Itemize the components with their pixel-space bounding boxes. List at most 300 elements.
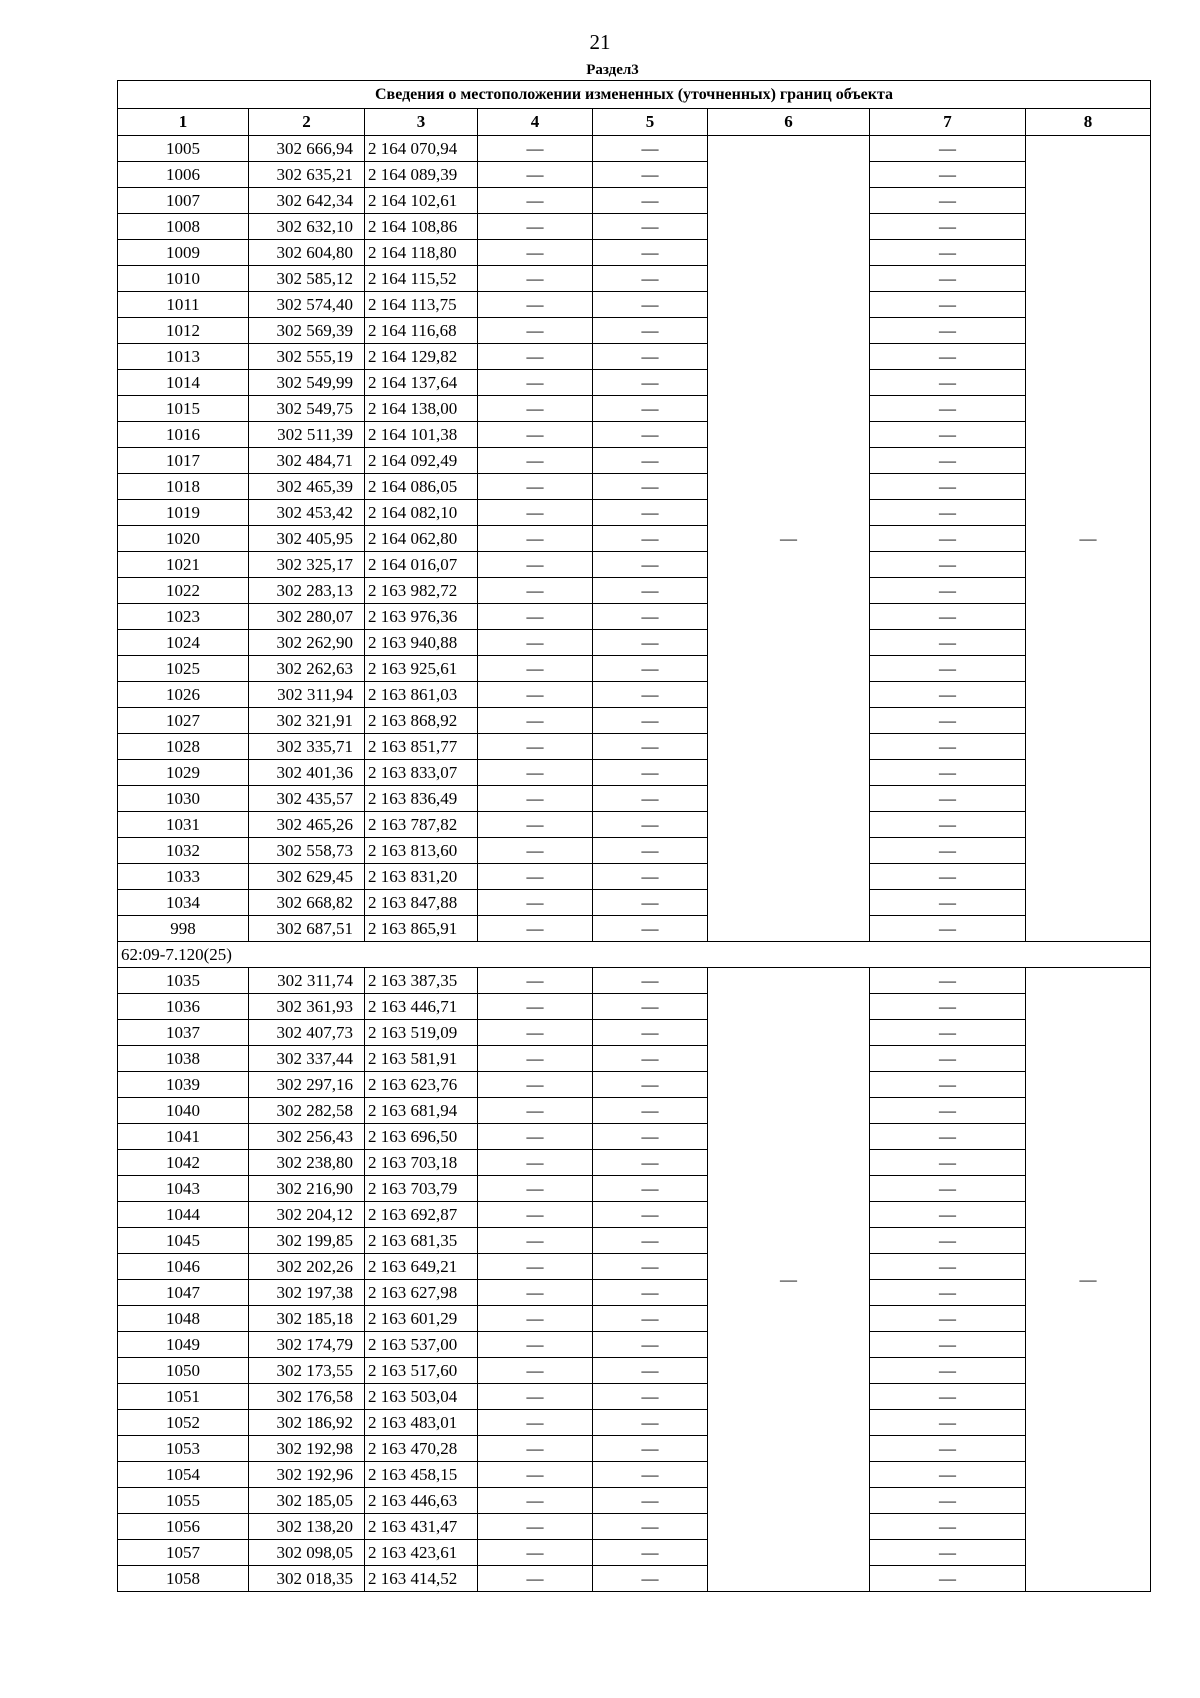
x-coordinate: 302 202,26 bbox=[249, 1254, 365, 1280]
empty-dash-cell: — bbox=[593, 1098, 708, 1124]
empty-dash-cell: — bbox=[870, 968, 1026, 994]
empty-dash-cell: — bbox=[478, 682, 593, 708]
x-coordinate: 302 604,80 bbox=[249, 240, 365, 266]
y-coordinate: 2 164 089,39 bbox=[365, 162, 478, 188]
point-number: 1027 bbox=[118, 708, 249, 734]
x-coordinate: 302 558,73 bbox=[249, 838, 365, 864]
empty-dash-cell: — bbox=[593, 786, 708, 812]
empty-dash-cell: — bbox=[478, 1046, 593, 1072]
empty-dash-cell: — bbox=[478, 1098, 593, 1124]
table-row bbox=[118, 604, 1151, 630]
empty-dash-cell: — bbox=[478, 292, 593, 318]
y-coordinate: 2 163 519,09 bbox=[365, 1020, 478, 1046]
empty-dash-cell: — bbox=[478, 890, 593, 916]
empty-dash-cell: — bbox=[870, 812, 1026, 838]
empty-dash-cell: — bbox=[478, 864, 593, 890]
table-row bbox=[118, 136, 1151, 162]
point-number: 1029 bbox=[118, 760, 249, 786]
empty-dash-cell: — bbox=[593, 1332, 708, 1358]
empty-dash-cell: — bbox=[593, 1540, 708, 1566]
point-number: 1016 bbox=[118, 422, 249, 448]
empty-dash-cell: — bbox=[593, 1254, 708, 1280]
point-number: 1052 bbox=[118, 1410, 249, 1436]
empty-dash-cell: — bbox=[593, 1462, 708, 1488]
x-coordinate: 302 629,45 bbox=[249, 864, 365, 890]
empty-dash-cell: — bbox=[870, 214, 1026, 240]
x-coordinate: 302 204,12 bbox=[249, 1202, 365, 1228]
empty-dash-cell: — bbox=[870, 1228, 1026, 1254]
y-coordinate: 2 163 470,28 bbox=[365, 1436, 478, 1462]
point-number: 1057 bbox=[118, 1540, 249, 1566]
point-number: 1048 bbox=[118, 1306, 249, 1332]
point-number: 1051 bbox=[118, 1384, 249, 1410]
point-number: 1019 bbox=[118, 500, 249, 526]
empty-dash-cell: — bbox=[870, 1254, 1026, 1280]
empty-dash-cell: — bbox=[870, 162, 1026, 188]
empty-dash-cell: — bbox=[478, 448, 593, 474]
table-row bbox=[118, 1306, 1151, 1332]
x-coordinate: 302 465,39 bbox=[249, 474, 365, 500]
empty-dash-cell: — bbox=[870, 396, 1026, 422]
point-number: 1049 bbox=[118, 1332, 249, 1358]
point-number: 1055 bbox=[118, 1488, 249, 1514]
x-coordinate: 302 407,73 bbox=[249, 1020, 365, 1046]
x-coordinate: 302 185,05 bbox=[249, 1488, 365, 1514]
y-coordinate: 2 163 581,91 bbox=[365, 1046, 478, 1072]
y-coordinate: 2 163 787,82 bbox=[365, 812, 478, 838]
y-coordinate: 2 163 833,07 bbox=[365, 760, 478, 786]
x-coordinate: 302 632,10 bbox=[249, 214, 365, 240]
table-row bbox=[118, 448, 1151, 474]
x-coordinate: 302 325,17 bbox=[249, 552, 365, 578]
y-coordinate: 2 163 446,63 bbox=[365, 1488, 478, 1514]
table-row bbox=[118, 1332, 1151, 1358]
empty-dash-cell: — bbox=[870, 708, 1026, 734]
merged-dash-cell: — bbox=[1026, 968, 1151, 1592]
x-coordinate: 302 585,12 bbox=[249, 266, 365, 292]
x-coordinate: 302 337,44 bbox=[249, 1046, 365, 1072]
x-coordinate: 302 199,85 bbox=[249, 1228, 365, 1254]
y-coordinate: 2 164 101,38 bbox=[365, 422, 478, 448]
empty-dash-cell: — bbox=[870, 578, 1026, 604]
y-coordinate: 2 163 925,61 bbox=[365, 656, 478, 682]
empty-dash-cell: — bbox=[478, 526, 593, 552]
point-number: 1040 bbox=[118, 1098, 249, 1124]
table-row bbox=[118, 630, 1151, 656]
page-number: 21 bbox=[589, 30, 611, 54]
y-coordinate: 2 164 016,07 bbox=[365, 552, 478, 578]
x-coordinate: 302 262,63 bbox=[249, 656, 365, 682]
y-coordinate: 2 163 940,88 bbox=[365, 630, 478, 656]
x-coordinate: 302 297,16 bbox=[249, 1072, 365, 1098]
point-number: 1042 bbox=[118, 1150, 249, 1176]
empty-dash-cell: — bbox=[870, 656, 1026, 682]
y-coordinate: 2 163 696,50 bbox=[365, 1124, 478, 1150]
empty-dash-cell: — bbox=[478, 1410, 593, 1436]
empty-dash-cell: — bbox=[593, 682, 708, 708]
table-row bbox=[118, 968, 1151, 994]
table-row bbox=[118, 734, 1151, 760]
y-coordinate: 2 163 681,35 bbox=[365, 1228, 478, 1254]
empty-dash-cell: — bbox=[478, 1202, 593, 1228]
y-coordinate: 2 163 458,15 bbox=[365, 1462, 478, 1488]
empty-dash-cell: — bbox=[870, 604, 1026, 630]
y-coordinate: 2 164 070,94 bbox=[365, 136, 478, 162]
column-header: 8 bbox=[1026, 109, 1151, 136]
empty-dash-cell: — bbox=[870, 1566, 1026, 1592]
empty-dash-cell: — bbox=[870, 344, 1026, 370]
empty-dash-cell: — bbox=[593, 318, 708, 344]
empty-dash-cell: — bbox=[870, 1384, 1026, 1410]
empty-dash-cell: — bbox=[870, 526, 1026, 552]
group-row bbox=[118, 942, 1151, 968]
empty-dash-cell: — bbox=[870, 1332, 1026, 1358]
point-number: 1056 bbox=[118, 1514, 249, 1540]
empty-dash-cell: — bbox=[870, 422, 1026, 448]
empty-dash-cell: — bbox=[593, 1228, 708, 1254]
empty-dash-cell: — bbox=[593, 760, 708, 786]
empty-dash-cell: — bbox=[870, 448, 1026, 474]
empty-dash-cell: — bbox=[478, 968, 593, 994]
empty-dash-cell: — bbox=[593, 1514, 708, 1540]
x-coordinate: 302 280,07 bbox=[249, 604, 365, 630]
empty-dash-cell: — bbox=[593, 1150, 708, 1176]
empty-dash-cell: — bbox=[593, 1410, 708, 1436]
table-row bbox=[118, 1228, 1151, 1254]
y-coordinate: 2 163 423,61 bbox=[365, 1540, 478, 1566]
point-number: 1008 bbox=[118, 214, 249, 240]
y-coordinate: 2 164 102,61 bbox=[365, 188, 478, 214]
y-coordinate: 2 163 387,35 bbox=[365, 968, 478, 994]
y-coordinate: 2 163 503,04 bbox=[365, 1384, 478, 1410]
point-number: 1033 bbox=[118, 864, 249, 890]
table-row bbox=[118, 708, 1151, 734]
empty-dash-cell: — bbox=[593, 1306, 708, 1332]
empty-dash-cell: — bbox=[870, 1124, 1026, 1150]
empty-dash-cell: — bbox=[478, 1384, 593, 1410]
y-coordinate: 2 164 129,82 bbox=[365, 344, 478, 370]
empty-dash-cell: — bbox=[478, 994, 593, 1020]
x-coordinate: 302 549,99 bbox=[249, 370, 365, 396]
empty-dash-cell: — bbox=[478, 1462, 593, 1488]
point-number: 1013 bbox=[118, 344, 249, 370]
point-number: 1024 bbox=[118, 630, 249, 656]
table-row bbox=[118, 890, 1151, 916]
empty-dash-cell: — bbox=[593, 266, 708, 292]
y-coordinate: 2 163 446,71 bbox=[365, 994, 478, 1020]
empty-dash-cell: — bbox=[593, 604, 708, 630]
x-coordinate: 302 197,38 bbox=[249, 1280, 365, 1306]
point-number: 1006 bbox=[118, 162, 249, 188]
x-coordinate: 302 569,39 bbox=[249, 318, 365, 344]
point-number: 1038 bbox=[118, 1046, 249, 1072]
x-coordinate: 302 361,93 bbox=[249, 994, 365, 1020]
x-coordinate: 302 335,71 bbox=[249, 734, 365, 760]
x-coordinate: 302 238,80 bbox=[249, 1150, 365, 1176]
empty-dash-cell: — bbox=[870, 370, 1026, 396]
empty-dash-cell: — bbox=[593, 1280, 708, 1306]
empty-dash-cell: — bbox=[870, 1436, 1026, 1462]
column-header: 1 bbox=[118, 109, 249, 136]
table-row bbox=[118, 838, 1151, 864]
x-coordinate: 302 311,74 bbox=[249, 968, 365, 994]
empty-dash-cell: — bbox=[870, 1306, 1026, 1332]
y-coordinate: 2 164 115,52 bbox=[365, 266, 478, 292]
empty-dash-cell: — bbox=[478, 760, 593, 786]
empty-dash-cell: — bbox=[870, 266, 1026, 292]
table-row bbox=[118, 1046, 1151, 1072]
empty-dash-cell: — bbox=[870, 1046, 1026, 1072]
x-coordinate: 302 465,26 bbox=[249, 812, 365, 838]
table-row bbox=[118, 994, 1151, 1020]
empty-dash-cell: — bbox=[478, 1072, 593, 1098]
empty-dash-cell: — bbox=[593, 1124, 708, 1150]
y-coordinate: 2 163 976,36 bbox=[365, 604, 478, 630]
point-number: 1005 bbox=[118, 136, 249, 162]
point-number: 1054 bbox=[118, 1462, 249, 1488]
x-coordinate: 302 574,40 bbox=[249, 292, 365, 318]
point-number: 1036 bbox=[118, 994, 249, 1020]
point-number: 1017 bbox=[118, 448, 249, 474]
y-coordinate: 2 164 118,80 bbox=[365, 240, 478, 266]
table-row bbox=[118, 552, 1151, 578]
empty-dash-cell: — bbox=[593, 890, 708, 916]
point-number: 1046 bbox=[118, 1254, 249, 1280]
empty-dash-cell: — bbox=[478, 578, 593, 604]
empty-dash-cell: — bbox=[478, 266, 593, 292]
empty-dash-cell: — bbox=[478, 1228, 593, 1254]
point-number: 998 bbox=[118, 916, 249, 942]
empty-dash-cell: — bbox=[478, 1280, 593, 1306]
empty-dash-cell: — bbox=[593, 656, 708, 682]
table-row bbox=[118, 812, 1151, 838]
merged-dash-cell: — bbox=[708, 968, 870, 1592]
empty-dash-cell: — bbox=[478, 474, 593, 500]
point-number: 1031 bbox=[118, 812, 249, 838]
x-coordinate: 302 018,35 bbox=[249, 1566, 365, 1592]
empty-dash-cell: — bbox=[593, 1358, 708, 1384]
empty-dash-cell: — bbox=[593, 968, 708, 994]
empty-dash-cell: — bbox=[478, 1176, 593, 1202]
empty-dash-cell: — bbox=[593, 630, 708, 656]
table-row bbox=[118, 318, 1151, 344]
x-coordinate: 302 549,75 bbox=[249, 396, 365, 422]
empty-dash-cell: — bbox=[870, 1150, 1026, 1176]
table-row bbox=[118, 1254, 1151, 1280]
point-number: 1009 bbox=[118, 240, 249, 266]
table-row bbox=[118, 1488, 1151, 1514]
empty-dash-cell: — bbox=[593, 370, 708, 396]
point-number: 1012 bbox=[118, 318, 249, 344]
point-number: 1032 bbox=[118, 838, 249, 864]
x-coordinate: 302 666,94 bbox=[249, 136, 365, 162]
empty-dash-cell: — bbox=[593, 526, 708, 552]
x-coordinate: 302 138,20 bbox=[249, 1514, 365, 1540]
y-coordinate: 2 163 537,00 bbox=[365, 1332, 478, 1358]
empty-dash-cell: — bbox=[593, 994, 708, 1020]
table-row bbox=[118, 526, 1151, 552]
y-coordinate: 2 163 627,98 bbox=[365, 1280, 478, 1306]
empty-dash-cell: — bbox=[478, 188, 593, 214]
x-coordinate: 302 401,36 bbox=[249, 760, 365, 786]
empty-dash-cell: — bbox=[478, 344, 593, 370]
x-coordinate: 302 185,18 bbox=[249, 1306, 365, 1332]
empty-dash-cell: — bbox=[593, 1488, 708, 1514]
point-number: 1050 bbox=[118, 1358, 249, 1384]
empty-dash-cell: — bbox=[593, 240, 708, 266]
empty-dash-cell: — bbox=[870, 890, 1026, 916]
empty-dash-cell: — bbox=[593, 1046, 708, 1072]
x-coordinate: 302 186,92 bbox=[249, 1410, 365, 1436]
y-coordinate: 2 164 082,10 bbox=[365, 500, 478, 526]
empty-dash-cell: — bbox=[870, 1098, 1026, 1124]
empty-dash-cell: — bbox=[593, 734, 708, 760]
y-coordinate: 2 163 649,21 bbox=[365, 1254, 478, 1280]
table-row bbox=[118, 1072, 1151, 1098]
empty-dash-cell: — bbox=[478, 1358, 593, 1384]
empty-dash-cell: — bbox=[478, 786, 593, 812]
empty-dash-cell: — bbox=[870, 136, 1026, 162]
empty-dash-cell: — bbox=[870, 1280, 1026, 1306]
point-number: 1007 bbox=[118, 188, 249, 214]
x-coordinate: 302 216,90 bbox=[249, 1176, 365, 1202]
empty-dash-cell: — bbox=[593, 188, 708, 214]
y-coordinate: 2 164 108,86 bbox=[365, 214, 478, 240]
empty-dash-cell: — bbox=[593, 396, 708, 422]
x-coordinate: 302 176,58 bbox=[249, 1384, 365, 1410]
point-number: 1043 bbox=[118, 1176, 249, 1202]
y-coordinate: 2 163 865,91 bbox=[365, 916, 478, 942]
table-row bbox=[118, 656, 1151, 682]
y-coordinate: 2 163 836,49 bbox=[365, 786, 478, 812]
empty-dash-cell: — bbox=[478, 240, 593, 266]
empty-dash-cell: — bbox=[593, 1566, 708, 1592]
empty-dash-cell: — bbox=[478, 552, 593, 578]
y-coordinate: 2 164 092,49 bbox=[365, 448, 478, 474]
empty-dash-cell: — bbox=[870, 1410, 1026, 1436]
y-coordinate: 2 163 601,29 bbox=[365, 1306, 478, 1332]
y-coordinate: 2 163 851,77 bbox=[365, 734, 478, 760]
point-number: 1010 bbox=[118, 266, 249, 292]
table-row bbox=[118, 1150, 1151, 1176]
point-number: 1018 bbox=[118, 474, 249, 500]
empty-dash-cell: — bbox=[870, 1020, 1026, 1046]
x-coordinate: 302 555,19 bbox=[249, 344, 365, 370]
empty-dash-cell: — bbox=[593, 500, 708, 526]
table-row bbox=[118, 682, 1151, 708]
point-number: 1053 bbox=[118, 1436, 249, 1462]
table-row bbox=[118, 1280, 1151, 1306]
table-row bbox=[118, 578, 1151, 604]
table-row bbox=[118, 1176, 1151, 1202]
table-row bbox=[118, 916, 1151, 942]
empty-dash-cell: — bbox=[478, 500, 593, 526]
y-coordinate: 2 164 086,05 bbox=[365, 474, 478, 500]
x-coordinate: 302 192,96 bbox=[249, 1462, 365, 1488]
empty-dash-cell: — bbox=[870, 552, 1026, 578]
empty-dash-cell: — bbox=[593, 1072, 708, 1098]
point-number: 1021 bbox=[118, 552, 249, 578]
empty-dash-cell: — bbox=[478, 1436, 593, 1462]
table-row bbox=[118, 760, 1151, 786]
empty-dash-cell: — bbox=[870, 1514, 1026, 1540]
empty-dash-cell: — bbox=[870, 1540, 1026, 1566]
y-coordinate: 2 164 137,64 bbox=[365, 370, 478, 396]
empty-dash-cell: — bbox=[478, 1306, 593, 1332]
point-number: 1014 bbox=[118, 370, 249, 396]
point-number: 1035 bbox=[118, 968, 249, 994]
empty-dash-cell: — bbox=[870, 916, 1026, 942]
y-coordinate: 2 163 681,94 bbox=[365, 1098, 478, 1124]
empty-dash-cell: — bbox=[478, 1514, 593, 1540]
x-coordinate: 302 687,51 bbox=[249, 916, 365, 942]
x-coordinate: 302 642,34 bbox=[249, 188, 365, 214]
section-label: Раздел3 bbox=[586, 62, 639, 78]
empty-dash-cell: — bbox=[478, 396, 593, 422]
table-row bbox=[118, 370, 1151, 396]
empty-dash-cell: — bbox=[870, 500, 1026, 526]
y-coordinate: 2 164 062,80 bbox=[365, 526, 478, 552]
table-row bbox=[118, 1202, 1151, 1228]
empty-dash-cell: — bbox=[870, 864, 1026, 890]
empty-dash-cell: — bbox=[478, 370, 593, 396]
empty-dash-cell: — bbox=[478, 656, 593, 682]
x-coordinate: 302 283,13 bbox=[249, 578, 365, 604]
empty-dash-cell: — bbox=[478, 1020, 593, 1046]
table-row bbox=[118, 1358, 1151, 1384]
empty-dash-cell: — bbox=[593, 1020, 708, 1046]
empty-dash-cell: — bbox=[478, 1254, 593, 1280]
table-row bbox=[118, 266, 1151, 292]
table-row bbox=[118, 422, 1151, 448]
y-coordinate: 2 163 623,76 bbox=[365, 1072, 478, 1098]
empty-dash-cell: — bbox=[870, 760, 1026, 786]
empty-dash-cell: — bbox=[870, 1072, 1026, 1098]
point-number: 1030 bbox=[118, 786, 249, 812]
empty-dash-cell: — bbox=[478, 812, 593, 838]
y-coordinate: 2 163 703,18 bbox=[365, 1150, 478, 1176]
x-coordinate: 302 321,91 bbox=[249, 708, 365, 734]
merged-dash-cell: — bbox=[1026, 136, 1151, 942]
table-row bbox=[118, 292, 1151, 318]
empty-dash-cell: — bbox=[478, 630, 593, 656]
empty-dash-cell: — bbox=[870, 786, 1026, 812]
table-row bbox=[118, 396, 1151, 422]
column-header: 2 bbox=[249, 109, 365, 136]
y-coordinate: 2 164 113,75 bbox=[365, 292, 478, 318]
empty-dash-cell: — bbox=[593, 448, 708, 474]
table-row bbox=[118, 1462, 1151, 1488]
table-row bbox=[118, 786, 1151, 812]
y-coordinate: 2 163 868,92 bbox=[365, 708, 478, 734]
empty-dash-cell: — bbox=[870, 292, 1026, 318]
empty-dash-cell: — bbox=[870, 240, 1026, 266]
merged-dash-cell: — bbox=[708, 136, 870, 942]
empty-dash-cell: — bbox=[870, 994, 1026, 1020]
x-coordinate: 302 635,21 bbox=[249, 162, 365, 188]
y-coordinate: 2 163 483,01 bbox=[365, 1410, 478, 1436]
empty-dash-cell: — bbox=[478, 318, 593, 344]
table-row bbox=[118, 500, 1151, 526]
empty-dash-cell: — bbox=[478, 734, 593, 760]
empty-dash-cell: — bbox=[478, 838, 593, 864]
x-coordinate: 302 098,05 bbox=[249, 1540, 365, 1566]
y-coordinate: 2 163 813,60 bbox=[365, 838, 478, 864]
empty-dash-cell: — bbox=[593, 552, 708, 578]
x-coordinate: 302 511,39 bbox=[249, 422, 365, 448]
empty-dash-cell: — bbox=[593, 1384, 708, 1410]
x-coordinate: 302 173,55 bbox=[249, 1358, 365, 1384]
